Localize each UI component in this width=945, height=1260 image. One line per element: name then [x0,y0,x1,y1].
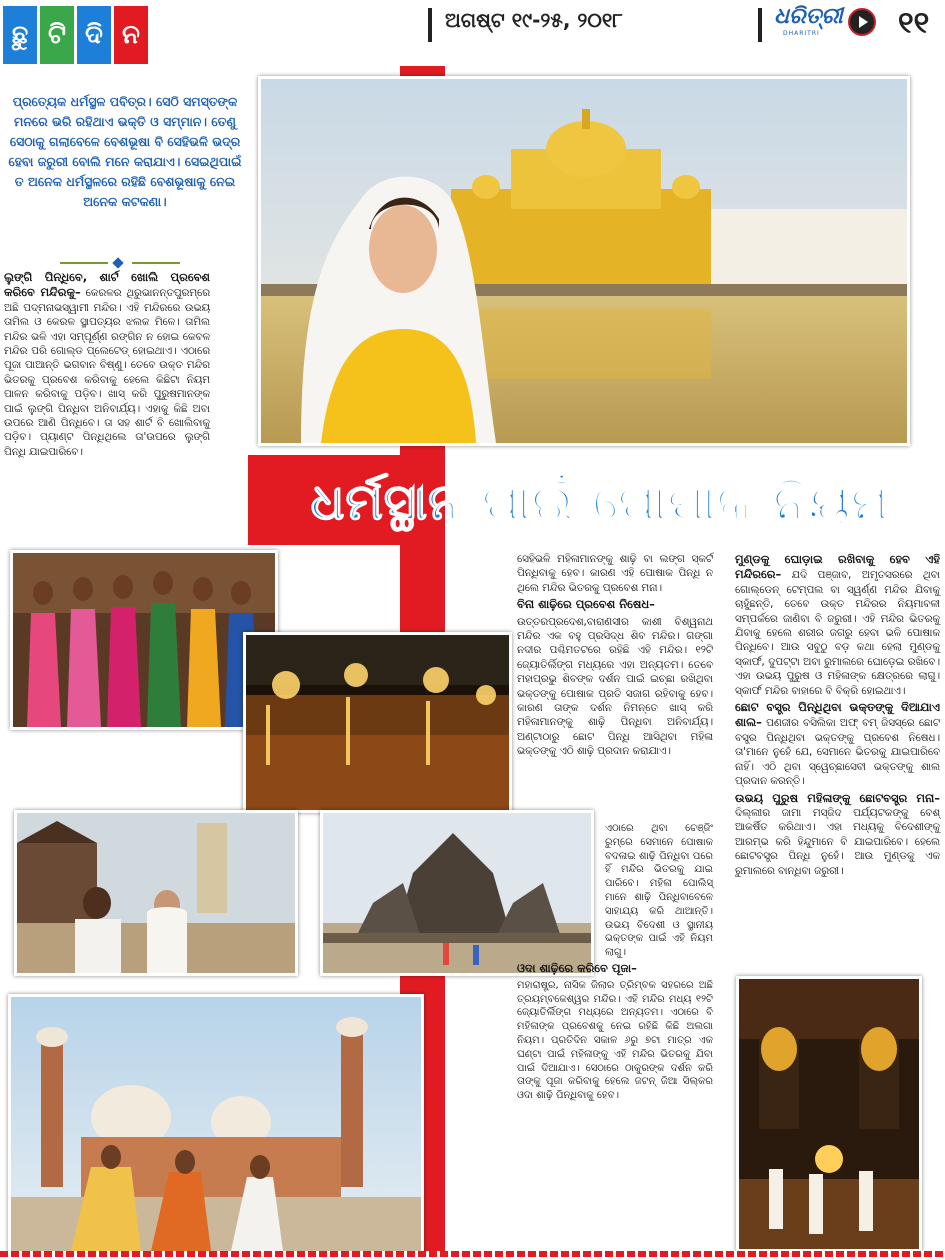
header-divider-right [758,8,762,42]
section-logo-tile-4: ନ [114,6,148,64]
varanasi-aarti-photo [243,632,512,813]
section-logo-tile-2: ଟି [40,6,74,64]
page-number: ୧୧ [898,6,930,41]
right-body-3: ଦିଲ୍ଲୀର ଜାମା ମସ୍‌ଜିଦ ପର୍ଯ୍ୟଟକଙ୍କୁ ବେଶ୍ ଆକର୍ଷିତ କରିଥାଏ। ଏହା ମଧ୍ୟକୁ ବିଦେଶୀଙ୍କୁ ଆରମ୍ଭ କରି ହିନ୍ଦୁମାନେ ବି ଯାଇପାରିବେ। ହେଲେ ଛୋଟବସ୍ତ୍ର ପିନ୍ଧି ନୁହେଁ। ଆଉ ମୁଣ୍ଡକୁ ଏକ ରୁମାଲରେ ବାନ୍ଧିବା ଜରୁରୀ। [735,806,940,877]
right-body-2: ପଣଜୀର ବସିଲିକା ଅଫ୍ ବମ୍ ଜିସସ୍‌ରେ ଛୋଟ ବସ୍ତ୍ର ପିନ୍ଧିଥିବା ଭକ୍ତଙ୍କୁ ପ୍ରବେଶ ନିଷେଧ। ତା'ମାନେ ନୁହେଁ ଯେ, ସେମାନେ ଭିତରକୁ ଯାଇପାରିବେ ନାହିଁ। ଏଠି ଥିବା ସ୍ୱେଚ୍ଛାସେବୀ ଭକ୍ତଙ୍କୁ ଶାଲ ପ୍ରଦାନ କରନ୍ତି। [735,717,941,788]
left-column [4,270,210,459]
padmanabhaswamy-temple-photo [14,810,298,976]
women-in-sarees-photo [10,550,278,730]
bottom-stripe [0,1251,945,1257]
brand-logo: ଧରିତ୍ରୀ [774,4,843,29]
issue-date: ଅଗଷ୍ଟ ୧୯-୨୫, ୨୦୧୮ [445,8,623,32]
temple-festival-photo [736,976,922,1252]
middle-column-bottom [517,822,713,1105]
jama-masjid-photo [8,994,424,1254]
right-lead-1: ମୁଣ୍ଡକୁ ଘୋଡ଼ାଇ ରଖିବାକୁ ହେବ ଏହି ମନ୍ଦିରରେ– [735,552,940,582]
right-column [735,552,940,880]
middle-lead-3: ଓଦା ଶାଢ଼ିରେ କରିବେ ପୂଜା– [517,960,637,975]
middle-body-2: ଉତ୍ତରପ୍ରଦେଶ,ବାରାଣସୀର କାଶୀ ବିଶ୍ୱନାଥ ମନ୍ଦିର ଏକ ବହୁ ପ୍ରସିଦ୍ଧ ଶିବ ମନ୍ଦିର। ଗଙ୍ଗା ନଦୀର ପଶ୍ଚିମତଟରେ ରହିଛି ଏହି ମନ୍ଦିର। ୧୨ଟି ଜ୍ୟୋତିର୍ଲିଙ୍ଗ ମଧ୍ୟରେ ଏହା ଅନ୍ୟତମ। ତେବେ ମହାପ୍ରଭୁ ଶିବଙ୍କ ଦର୍ଶନ ପାଇଁ ଇଚ୍ଛା ରଖିଥିବା ଭକ୍ତଙ୍କୁ ପୋଷାକ ପ୍ରତି ସଜାଗ ରହିବାକୁ ହେବ। କାରଣ ତାଙ୍କ ଦର୍ଶନ ନିମନ୍ତେ ଖାସ୍ କରି ମହିଳାମାନଙ୍କୁ ଶାଢ଼ି ପିନ୍ଧିବା ଅନିବାର୍ଯ୍ୟ। ଅଣ୍ଟାଠାରୁ ଛୋଟ ପିନ୍ଧି ଆସିଥିବା ମହିଳା ଭକ୍ତଙ୍କୁ ଏଠି ଶାଢ଼ି ପ୍ରଦାନ କରାଯାଏ। [517,615,713,758]
header-divider-left [428,8,432,42]
right-body-1: ଯଦି ପଞ୍ଜାବ, ଅମୃତସରରେ ଥିବା ଗୋଲ୍ଡେନ୍ ଟେମ୍ପଲ ବା ସ୍ୱର୍ଣ୍ଣ ମନ୍ଦିର ଯିବାକୁ ଚାହୁଁଛନ୍ତି, ତେବେ ଉକ୍ତ ମନ୍ଦିରର ନିୟମାବଳୀ ସମ୍ପର୍କରେ ଜାଣିବା ବି ଜରୁରୀ। ଏହି ମନ୍ଦିର ଭିତରକୁ ଯିବାକୁ ହେଲେ ଶରୀର ଜଗରୁ ହେବା ଭଳି ପୋଷାକ ପିନ୍ଧିବେ। ଆଉ ସବୁଠୁ ବଡ଼ କଥା ହେଲା ମୁଣ୍ଡକୁ ସ୍କାର୍ଫ, ଦୁପଟ୍ଟା ଅବା ରୁମାଲରେ ଘୋଡ଼େଇ ରଖିବେ। ଏହା ଉଭୟ ପୁରୁଷ ଓ ମହିଳାଙ୍କ କ୍ଷେତ୍ରରେ ଲାଗୁ। ସ୍କାର୍ଫ ମନ୍ଦିର ବାହାରେ ବି ବିକ୍ରି ହୋଇଥାଏ। [735,569,940,697]
left-lead: ଲୁଙ୍ଗି ପିନ୍ଧିବେ, ଶାର୍ଟ ଖୋଲି ପ୍ରବେଶ କରିବେ ମନ୍ଦିରକୁ– [4,270,210,300]
golden-temple-photo [258,76,910,446]
section-logo-tile-3: ଦି [77,6,111,64]
middle-body-3: ମହାରାଷ୍ଟ୍ର, ନାସିକ ଜିଲାର ତ୍ରିମ୍ବକ ସହରରେ ଅଛି ତ୍ରୟମ୍ବକେଶ୍ୱର ମନ୍ଦିର। ଏହି ମନ୍ଦିର ମଧ୍ୟ ୧୨ଟି ଜ୍ୟୋତିର୍ଲିଙ୍ଗ ମଧ୍ୟରେ ଅନ୍ୟତମ। ଏଠାରେ ବି ମହିଳାଙ୍କ ପ୍ରବେଶକୁ ନେଇ ରହିଛି କିଛି ଅଲଗା ନିୟମ। ପ୍ରତିଦିନ ସକାଳ ୬ରୁ ୭ଟା ମାତ୍ର ଏକ ଘଣ୍ଟା ପାଇଁ ମହିଳାଙ୍କୁ ଏହି ମନ୍ଦିର ଭିତରକୁ ଯିବା ପାଇଁ ଦିଆଯାଏ। ସେଠାରେ ଠାକୁରଙ୍କ ଦର୍ଶନ କରି ତାଙ୍କୁ ପୂଜା କରିବାକୁ ହେଲେ ଜଟନ୍ ଜିଆ ସିଲ୍କର ଓଦା ଶାଢ଼ି ପିନ୍ଧିବାକୁ ହେବ। [517,979,713,1102]
ornament-divider [60,258,180,268]
play-icon [848,8,876,36]
right-lead-2: ଛୋଟ ବସ୍ତ୍ର ପିନ୍ଧିଥିବା ଭକ୍ତଙ୍କୁ ଦିଆଯାଏ ଶାଲ– [735,700,940,730]
intro-blurb: ପ୍ରତ୍ୟେକ ଧର୍ମସ୍ଥଳ ପବିତ୍ର। ସେଠି ସମସ୍ତଙ୍କ ମନରେ ଭରି ରହିଥାଏ ଭକ୍ତି ଓ ସମ୍ମାନ। ତେଣୁ ସେଠାକୁ ଗଲାବେଳେ ବେଶଭୂଷା ବି ସେହିଭଳି ଭଦ୍ର ହେବା ଜରୁରୀ ବୋଲି ମନେ କରାଯାଏ। ସେଇଥିପାଇଁ ତ ଅନେକ ଧର୍ମସ୍ଥଳରେ ରହିଛି ବେଶଭୂଷାକୁ ନେଇ ଅନେକ କଟକଣା। [8,94,242,209]
middle-column-top [517,552,713,761]
main-headline: ଧର୍ମସ୍ଥାନ ପାଇଁ ପୋଷାକ ନିୟମ [310,473,890,531]
right-lead-3: ଉଭୟ ପୁରୁଷ ମହିଳାଙ୍କୁ ଛୋଟବସ୍ତ୍ର ମନା– [735,790,940,805]
section-logo-tile-1: ଛୁ [3,6,37,64]
left-body: କେରଳର ଥିରୁଭାନନ୍ତପୁରମ୍‌ରେ ଅଛି ପଦ୍ମନାଭସ୍ୱାମୀ ମନ୍ଦିର। ଏହି ମନ୍ଦିରରେ ଉଭୟ ତାମିଲ ଓ କେରଳ ସ୍ଥାପତ୍ୟର ଝଲକ ମିଳେ। ତାମିଲ ମନ୍ଦିର ଭଳି ଏହା ସମ୍ପୂର୍ଣ୍ଣ ରଙ୍ଗିନ ନ ହୋଇ କେବଳ ମନ୍ଦିର ପରି ଗୋଲ୍ଡ ପ୍ଲେଟେଡ୍ ହୋଇଥାଏ। ଏଠାରେ ପୂଜା ପାଆନ୍ତି ଭଗବାନ ବିଷ୍ଣୁ। ତେବେ ଉକ୍ତ ମନ୍ଦିର ଭିତରକୁ ପ୍ରବେଶ କରିବାକୁ ହେଲେ କିଛିଟା ନିୟମ ପାଳନ କରିବାକୁ ପଡ଼ିବ। ଖାସ୍ କରି ପୁରୁଷମାନଙ୍କ ପାଇଁ ଲୁଙ୍ଗି ପିନ୍ଧିବା ଅନିବାର୍ଯ୍ୟ। ଏହାକୁ କିଛି ଅବା ଉପରେ ଆଣି ପିନ୍ଧିବେ। ତା ସହ ଶାର୍ଟ ବି ଖୋଲିବାକୁ ପଡ଼ିବ। ପ୍ୟାଣ୍ଟ ପିନ୍ଧିଥିଲେ ତା'ଉପରେ ଲୁଙ୍ଗି ପିନ୍ଧି ଯାଇପାରିବେ। [4,287,211,458]
middle-lead-2: ବିନା ଶାଢ଼ିରେ ପ୍ରବେଶ ନିଷେଧ– [517,597,655,612]
brand-logo-sub: DHARITRI [783,30,820,37]
middle-body-2b: ଏଠାରେ ଥିବା ଚେଞ୍ଜିଂ ରୁମ୍‌ରେ ସେମାନେ ପୋଷାକ ବଦଳାଇ ଶାଢ଼ି ପିନ୍ଧିବା ପରେ ହିଁ ମନ୍ଦିର ଭିତରକୁ ଯାଇ ପାରିବେ। ମହିଳା ପୋଲିସ୍ ମାନେ ଶାଢ଼ି ପିନ୍ଧିବାବେଳେ ସାହାଯ୍ୟ କରି ଥାଆନ୍ତି। ଉଭୟ ବିଦେଶୀ ଓ ସ୍ଥାନୀୟ ଭକ୍ତଙ୍କ ପାଇଁ ଏହି ନିୟମ ଲାଗୁ। [605,823,713,959]
middle-para-1: ସେହିଭଳି ମହିଳାମାନଙ୍କୁ ଶାଢ଼ି ବା ଲଙ୍ଗ ସ୍କର୍ଟ ପିନ୍ଧିବାକୁ ହେବ। କାରଣ ଏହି ପୋଷାକ ପିନ୍ଧି ନ ଥିଲେ ମନ୍ଦିର ଭିତରକୁ ପ୍ରବେଶ ମନା। [517,553,713,594]
